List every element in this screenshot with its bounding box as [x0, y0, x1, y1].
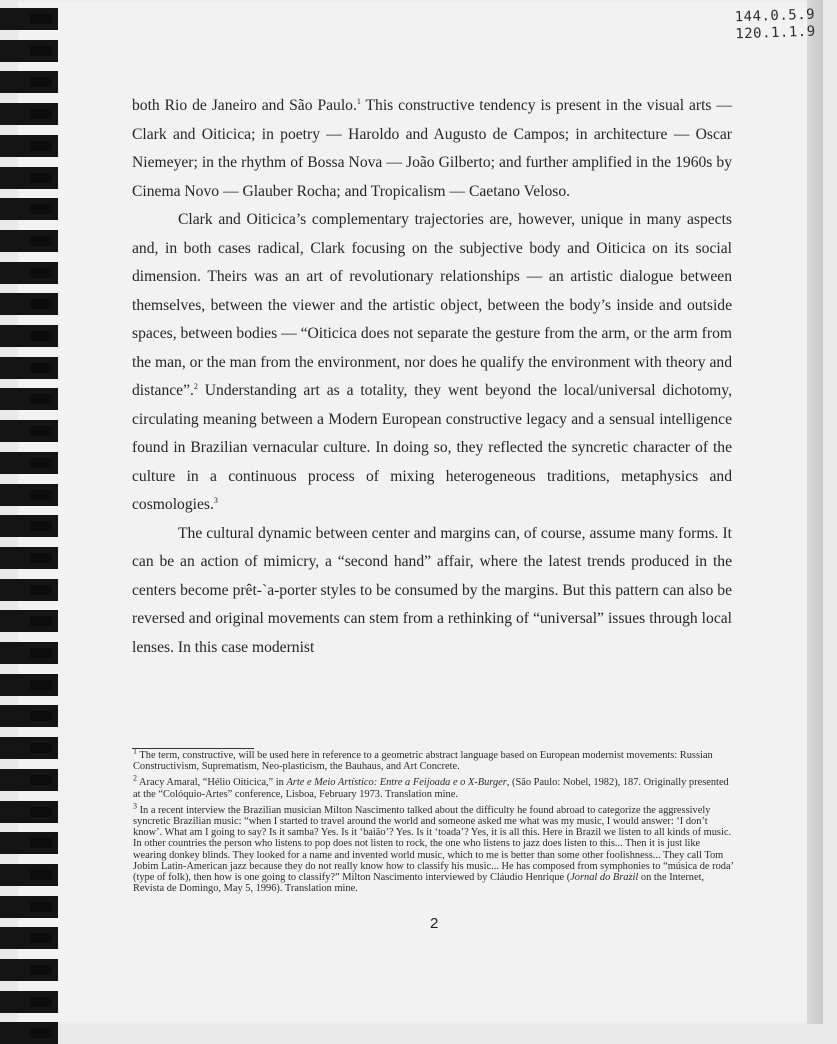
footnote-2-text-a: Aracy Amaral, “Hélio Oiticica,” in [137, 777, 287, 789]
binding-coil [0, 769, 58, 791]
footnote-2-number: 2 [133, 773, 137, 783]
binding-coil [0, 198, 58, 220]
footnote-3-number: 3 [133, 801, 137, 811]
binding-coil [0, 293, 58, 315]
footnote-ref-2: 2 [193, 381, 198, 391]
binding-coil [0, 642, 58, 664]
binding-coil [0, 610, 58, 632]
binding-coil [0, 40, 58, 62]
binding-coil [0, 991, 58, 1013]
page-edge-shadow [807, 0, 823, 1024]
binding-coil [0, 484, 58, 506]
binding-coil [0, 674, 58, 696]
paragraph-1-text-a: both Rio de Janeiro and São Paulo. [132, 97, 357, 114]
binding-coil [0, 420, 58, 442]
binding-coil [0, 959, 58, 981]
footnotes [133, 746, 735, 899]
binding-coil [0, 103, 58, 125]
binding-coil [0, 452, 58, 474]
footnote-3 [133, 801, 735, 895]
paragraph-1 [132, 92, 732, 206]
binding-coil [0, 896, 58, 918]
footnote-2 [133, 773, 735, 800]
paragraph-1-text-b: This constructive tendency is present in the visual arts — Clark and Oiticica; in poetry — Haroldo and Augusto de Campos; in architecture — Oscar Niemeyer; in the rhythm of Bossa Nova — João Gilberto; and further amplified in the 1960s by Cinema Novo — Glauber Rocha; and Tropicalism — Caetano Veloso. [132, 97, 733, 200]
handwritten-note [734, 7, 815, 44]
page-number: 2 [430, 915, 439, 932]
binding-coil [0, 230, 58, 252]
footnote-1-text: The term, constructive, will be used here in reference to a geometric abstract language based on European modernist movements: Russian Constructivism, Suprematism, Neo-plasticism, the Bauhaus, and Art Concrete. [133, 750, 713, 773]
footnote-rule [132, 748, 254, 749]
footnote-2-text-b: , (São Paulo: Nobel, 1982), 187. Originally presented at the “Colóquio-Artes” conference, Lisboa, February 1973. Translation mine. [133, 777, 729, 800]
binding-coil [0, 705, 58, 727]
footnote-3-text-a: In a recent interview the Brazilian musician Milton Nascimento talked about the difficulty he found abroad to categorize the aggressively syncretic Brazilian music: “when I started to travel around the world and someone asked me what was my music, I would answer: ‘I don’t know’. What am I going to say? Is it samba? Yes. Is it ‘baião’? Yes. Is it ‘toada’? Yes, it is all this. Here in Brazil we listen to all kinds of music. In other countries the person who listens to pop does not listen to rock, the one who listens to jazz does listen to this... Then it is just like wearing donkey blinds. They looked for a name and invented world music, which to me is better than some other foolishness... They call Tom Jobim Latin-American jazz because they do not really know how to classify his music... He has composed from symphonies to “música de roda’ (type of folk), then how is one going to classify?” Milton Nascimento interviewed by Cláudio Henrique ( [133, 804, 734, 884]
handwritten-line-1: 144.0.5.9 [734, 6, 816, 26]
binding-coil [0, 8, 58, 30]
binding-coil [0, 135, 58, 157]
paragraph-2-text-b: Understanding art as a totality, they went beyond the local/universal dichotomy, circulating meaning between a Modern European constructive legacy and a sensual intelligence found in Brazilian vernacular culture. In doing so, they reflected the syncretic character of the culture in a continuous process of mixing heterogeneous traditions, metaphysics and cosmologies. [132, 382, 732, 513]
footnote-1 [133, 746, 735, 773]
binding-coil [0, 579, 58, 601]
footnote-2-title: Arte e Meio Artístico: Entre a Feijoada e o X-Burger [286, 777, 507, 789]
binding-coil [0, 167, 58, 189]
footnote-3-text-b: on the Internet, Revista de Domingo, May 5, 1996). Translation mine. [133, 872, 705, 895]
binding-coil [0, 864, 58, 886]
paragraph-2 [132, 206, 732, 520]
body-text [132, 92, 732, 662]
footnote-3-source: Jornal do Brazil [570, 872, 639, 884]
binding-coil [0, 801, 58, 823]
binding-coil [0, 325, 58, 347]
binding-coil [0, 357, 58, 379]
binding-coil [0, 547, 58, 569]
footnote-ref-1: 1 [356, 96, 361, 106]
handwritten-line-2: 120.1.1.9 [735, 23, 816, 43]
paragraph-3: The cultural dynamic between center and margins can, of course, assume many forms. It can be an action of mimicry, a “second hand” affair, where the latest trends produced in the centers become prêt-`a-porter styles to be consumed by the margins. But this pattern can also be reversed and original movements can stem from a rethinking of “universal” issues through local lenses. In this case modernist [132, 524, 732, 656]
binding-coil [0, 515, 58, 537]
binding-coil [0, 1022, 58, 1044]
binding-coil [0, 262, 58, 284]
footnote-1-number: 1 [133, 746, 137, 756]
binding-coil [0, 927, 58, 949]
binding-coil [0, 388, 58, 410]
binding-coil [0, 71, 58, 93]
spiral-binding [0, 0, 60, 1024]
paragraph-2-text-a: Clark and Oiticica’s complementary trajectories are, however, unique in many aspects and, in both cases radical, Clark focusing on the subjective body and Oiticica on its social dimension. Theirs was an art of revolutionary relationships — an artistic dialogue between themselves, between the viewer and the artistic object, between the body’s inside and outside spaces, between bodies — “Oiticica does not separate the gesture from the arm, or the arm from the man, or the man from the environment, nor does he qualify the environment with theory and distance”. [132, 211, 732, 399]
footnote-ref-3: 3 [213, 495, 218, 505]
binding-coil [0, 737, 58, 759]
binding-coil [0, 832, 58, 854]
